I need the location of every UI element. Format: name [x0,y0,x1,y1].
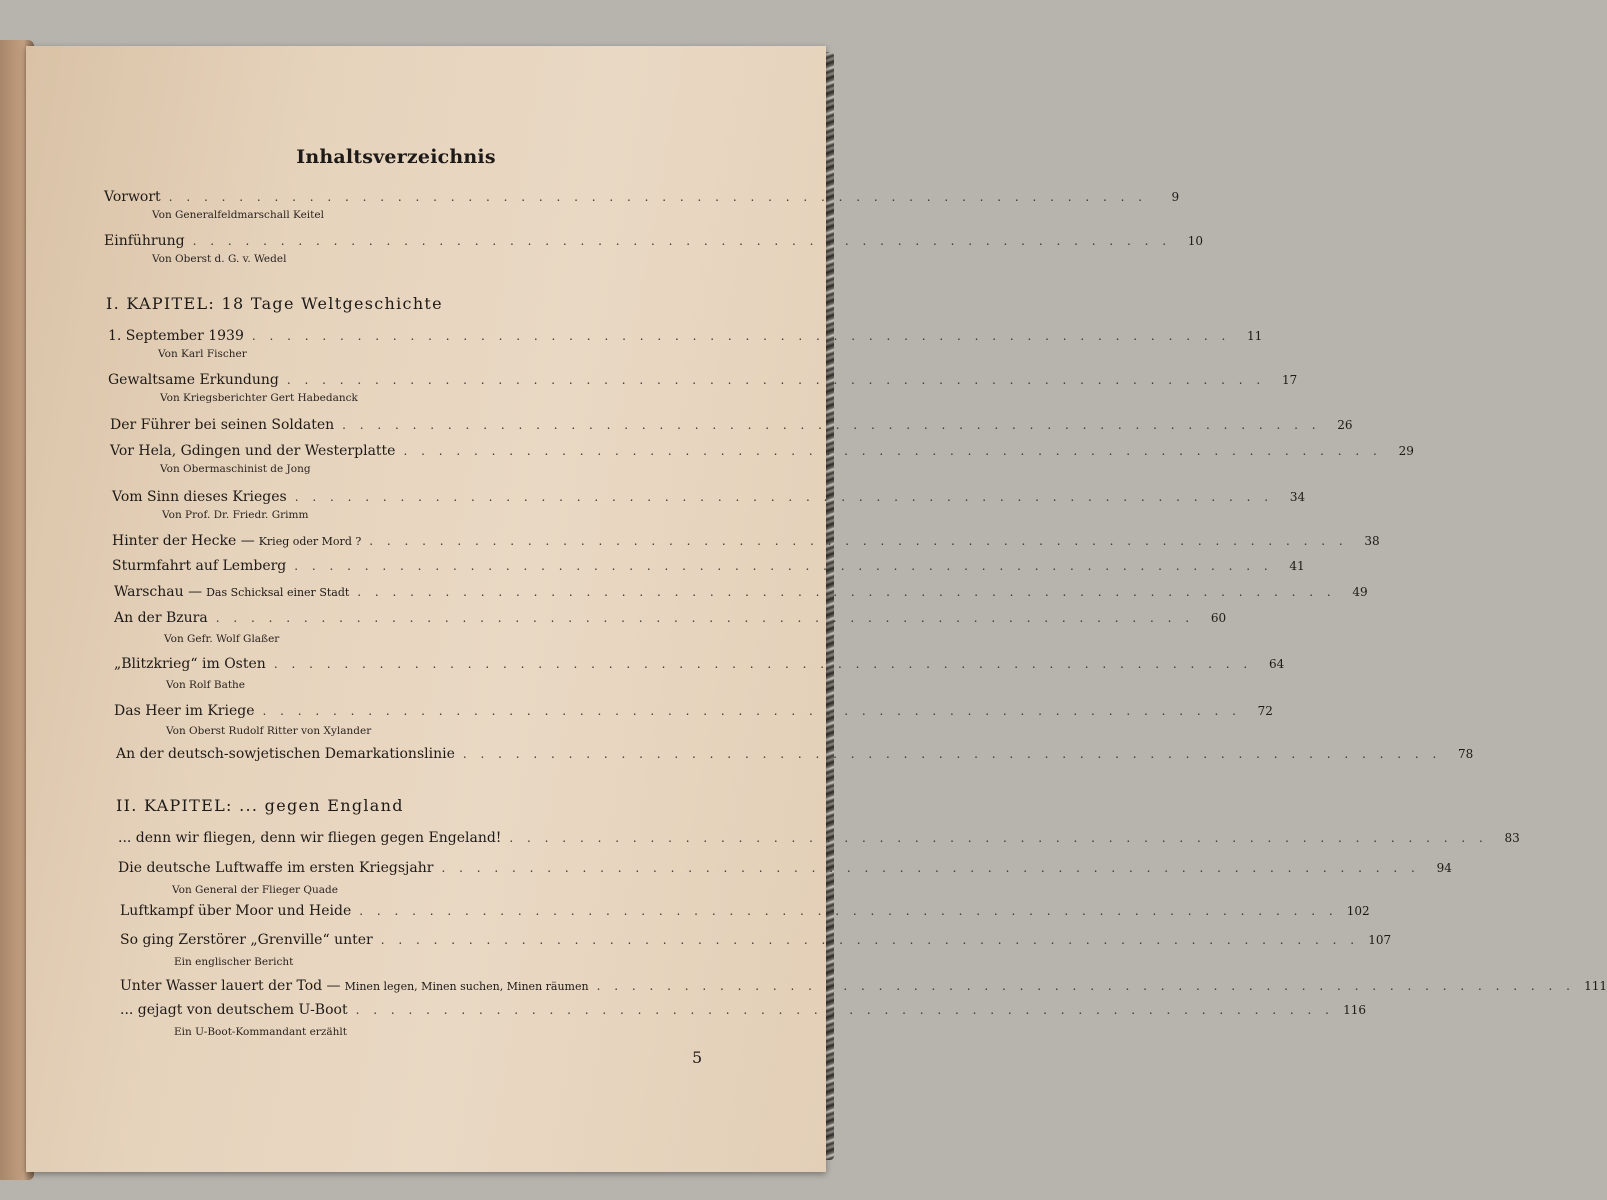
toc-entry-title: Vom Sinn dieses Krieges [112,489,287,505]
toc-leader-dots: . . . . . . . . . . . . . . . . . . . . . . . . . . . . . . . . . . . . . . . . . . . . . . . . . . . . . . . . [342,418,1321,432]
toc-leader-dots: . . . . . . . . . . . . . . . . . . . . . . . . . . . . . . . . . . . . . . . . . . . . . . . . . . . . . . . . [380,933,1360,947]
toc-leader-dots: . . . . . . . . . . . . . . . . . . . . . . . . . . . . . . . . . . . . . . . . . . . . . . . . . . . . . . . . [369,534,1348,548]
chapter-heading: II. KAPITEL: ... gegen England [116,796,404,815]
toc-entry [112,558,1305,574]
toc-entry-title: Der Führer bei seinen Soldaten [110,417,335,433]
toc-page-number: 41 [1289,559,1305,573]
toc-entry-title: Hinter der Hecke — [112,533,255,549]
toc-entry [120,903,1370,919]
toc-page-number: 10 [1187,234,1204,248]
toc-entry-title: ... denn wir fliegen, denn wir fliegen gegen Engeland! [118,830,502,846]
toc-leader-dots: . . . . . . . . . . . . . . . . . . . . . . . . . . . . . . . . . . . . . . . . . . . . . . . . . . . . . . . . [215,611,1195,625]
toc-page-number: 116 [1343,1003,1366,1017]
toc-entry-title: An der Bzura [114,610,208,626]
toc-entry-title: Unter Wasser lauert der Tod — [120,978,341,994]
toc-entry-author: Von Obermaschinist de Jong [160,463,311,475]
toc-page-number: 49 [1352,585,1368,599]
toc-entry-author: Von Generalfeldmarschall Keitel [152,209,324,221]
toc-page-number: 29 [1398,444,1414,458]
toc-entry [108,372,1298,388]
toc-entry-author: Von Rolf Bathe [166,679,246,691]
toc-page-number: 26 [1337,418,1353,432]
toc-entry-title: Sturmfahrt auf Lemberg [112,558,287,574]
book-page [26,46,1607,1172]
toc-entry-title: Die deutsche Luftwaffe im ersten Kriegsjahr [118,860,434,876]
toc-entry [114,584,1368,600]
toc-entry-author: Von Kriegsberichter Gert Habedanck [160,392,358,404]
toc-entry-author: Von Gefr. Wolf Glaßer [164,633,280,645]
toc-entry-title: Das Heer im Kriege [114,703,255,719]
toc-page-number: 102 [1346,904,1370,918]
toc-entry-title: Einführung [104,233,185,249]
toc-leader-dots: . . . . . . . . . . . . . . . . . . . . . . . . . . . . . . . . . . . . . . . . . . . . . . . . . . . . . . . . [168,190,1148,204]
toc-entry [118,830,1520,846]
toc-leader-dots: . . . . . . . . . . . . . . . . . . . . . . . . . . . . . . . . . . . . . . . . . . . . . . . . . . . . . . . . [294,559,1273,573]
toc-leader-dots: . . . . . . . . . . . . . . . . . . . . . . . . . . . . . . . . . . . . . . . . . . . . . . . . . . . . . . . . [441,861,1420,875]
toc-entry [110,443,1414,459]
toc-entry-title: Warschau — [114,584,203,600]
toc-page-number: 9 [1171,190,1180,204]
toc-leader-dots: . . . . . . . . . . . . . . . . . . . . . . . . . . . . . . . . . . . . . . . . . . . . . . . . . . . . . . . . [509,831,1488,845]
toc-leader-dots: . . . . . . . . . . . . . . . . . . . . . . . . . . . . . . . . . . . . . . . . . . . . . . . . . . . . . . . . [286,373,1266,387]
toc-leader-dots: . . . . . . . . . . . . . . . . . . . . . . . . . . . . . . . . . . . . . . . . . . . . . . . . . . . . . . . . [357,585,1336,599]
toc-page-number: 72 [1257,704,1273,718]
toc-entry-author: Von Oberst d. G. v. Wedel [152,253,287,265]
chapter-heading: I. KAPITEL: 18 Tage Weltgeschichte [106,294,443,313]
toc-leader-dots: . . . . . . . . . . . . . . . . . . . . . . . . . . . . . . . . . . . . . . . . . . . . . . . . . . . . . . . . [294,490,1274,504]
toc-entry-author: Von Karl Fischer [158,348,247,360]
toc-entry-title: „Blitzkrieg“ im Osten [114,656,266,672]
toc-entry [104,189,1180,205]
toc-entry-subtitle: Minen legen, Minen suchen, Minen räumen [344,980,589,993]
toc-leader-dots: . . . . . . . . . . . . . . . . . . . . . . . . . . . . . . . . . . . . . . . . . . . . . . . . . . . . . . . . [192,234,1172,248]
toc-page-number: 83 [1504,831,1520,845]
toc-entry-title: Gewaltsame Erkundung [108,372,279,388]
toc-page-number: 11 [1246,329,1263,343]
toc-entry-author: Von Oberst Rudolf Ritter von Xylander [166,725,372,737]
toc-page-number: 78 [1458,747,1474,761]
toc-page-number: 107 [1368,933,1392,947]
toc-entry-title: An der deutsch-sowjetischen Demarkationslinie [116,746,455,762]
toc-leader-dots: . . . . . . . . . . . . . . . . . . . . . . . . . . . . . . . . . . . . . . . . . . . . . . . . . . . . . . . . [359,904,1338,918]
toc-entry-title: Vor Hela, Gdingen und der Westerplatte [110,443,396,459]
toc-entry-title: 1. September 1939 [108,328,244,344]
toc-entry-author: Von General der Flieger Quade [172,884,338,896]
page-title: Inhaltsverzeichnis [296,146,496,168]
toc-entry [114,610,1227,626]
toc-entry [114,656,1285,672]
toc-leader-dots: . . . . . . . . . . . . . . . . . . . . . . . . . . . . . . . . . . . . . . . . . . . . . . . . . . . . . . . . [262,704,1241,718]
toc-entry-author: Von Prof. Dr. Friedr. Grimm [162,509,309,521]
toc-leader-dots: . . . . . . . . . . . . . . . . . . . . . . . . . . . . . . . . . . . . . . . . . . . . . . . . . . . . . . . . [403,444,1382,458]
toc-entry [114,703,1273,719]
toc-entry [120,932,1392,948]
toc-entry-title: ... gejagt von deutschem U-Boot [120,1002,348,1018]
toc-entry [112,489,1306,505]
toc-page-number: 111 [1584,979,1607,993]
toc-entry-subtitle: Krieg oder Mord ? [258,535,362,548]
page-number: 5 [692,1048,703,1067]
toc-leader-dots: . . . . . . . . . . . . . . . . . . . . . . . . . . . . . . . . . . . . . . . . . . . . . . . . . . . . . . . . [462,747,1442,761]
toc-page-number: 34 [1289,490,1306,504]
toc-entry-author: Ein U-Boot-Kommandant erzählt [174,1026,347,1038]
toc-entry-author: Ein englischer Bericht [174,956,294,968]
toc-entry [120,978,1607,994]
toc-entry-title: Vorwort [104,189,161,205]
toc-entry [112,533,1380,549]
toc-entry [104,233,1204,249]
toc-entry-title: So ging Zerstörer „Grenville“ unter [120,932,373,948]
toc-page-number: 94 [1436,861,1452,875]
toc-leader-dots: . . . . . . . . . . . . . . . . . . . . . . . . . . . . . . . . . . . . . . . . . . . . . . . . . . . . . . . . [251,329,1231,343]
toc-leader-dots: . . . . . . . . . . . . . . . . . . . . . . . . . . . . . . . . . . . . . . . . . . . . . . . . . . . . . . . . [596,979,1575,993]
toc-entry [120,1002,1366,1018]
toc-page-number: 38 [1364,534,1380,548]
toc-page-number: 64 [1268,657,1285,671]
toc-leader-dots: . . . . . . . . . . . . . . . . . . . . . . . . . . . . . . . . . . . . . . . . . . . . . . . . . . . . . . . . [355,1003,1334,1017]
toc-entry [110,417,1353,433]
toc-page-number: 60 [1210,611,1227,625]
toc-entry-subtitle: Das Schicksal einer Stadt [206,586,350,599]
toc-leader-dots: . . . . . . . . . . . . . . . . . . . . . . . . . . . . . . . . . . . . . . . . . . . . . . . . . . . . . . . . [273,657,1253,671]
toc-entry-title: Luftkampf über Moor und Heide [120,903,352,919]
toc-page-number: 17 [1281,373,1298,387]
toc-entry [108,328,1263,344]
toc-entry [118,860,1452,876]
toc-entry [116,746,1474,762]
